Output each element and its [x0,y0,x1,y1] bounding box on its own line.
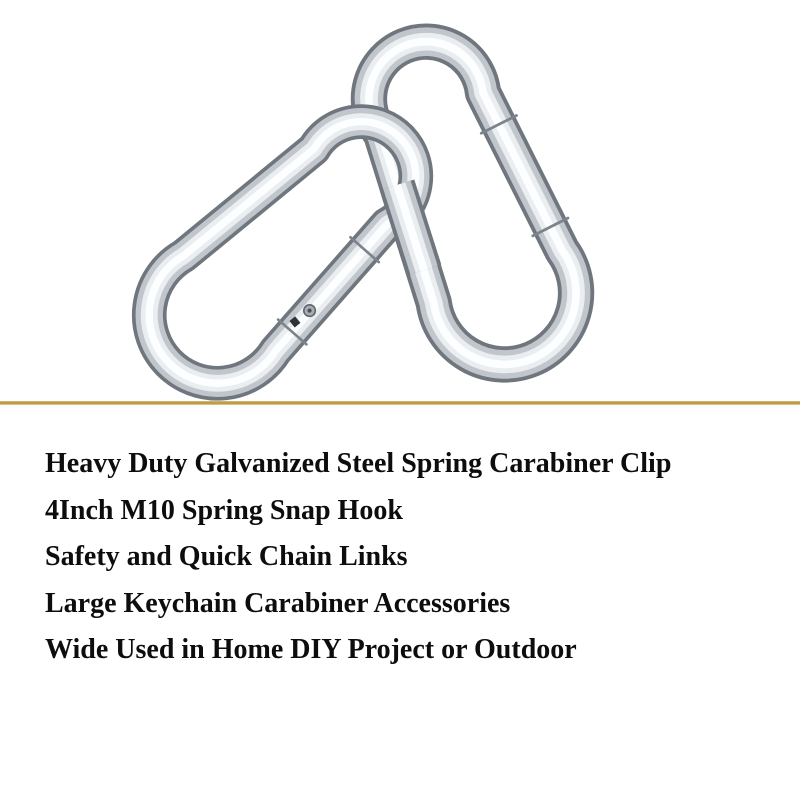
caption-line-usage: Wide Used in Home DIY Project or Outdoor [45,634,577,665]
caption-line-title: Heavy Duty Galvanized Steel Spring Carabiner Clip [45,448,672,479]
caption-line-accessories: Large Keychain Carabiner Accessories [45,587,511,619]
carabiner-back [338,13,611,386]
gold-divider-line [0,401,800,405]
product-caption [45,441,785,674]
caption-line-safety: Safety and Quick Chain Links [45,541,408,572]
interlock-overlay [397,185,424,270]
caption-line-size: 4Inch M10 Spring Snap Hook [45,494,403,526]
